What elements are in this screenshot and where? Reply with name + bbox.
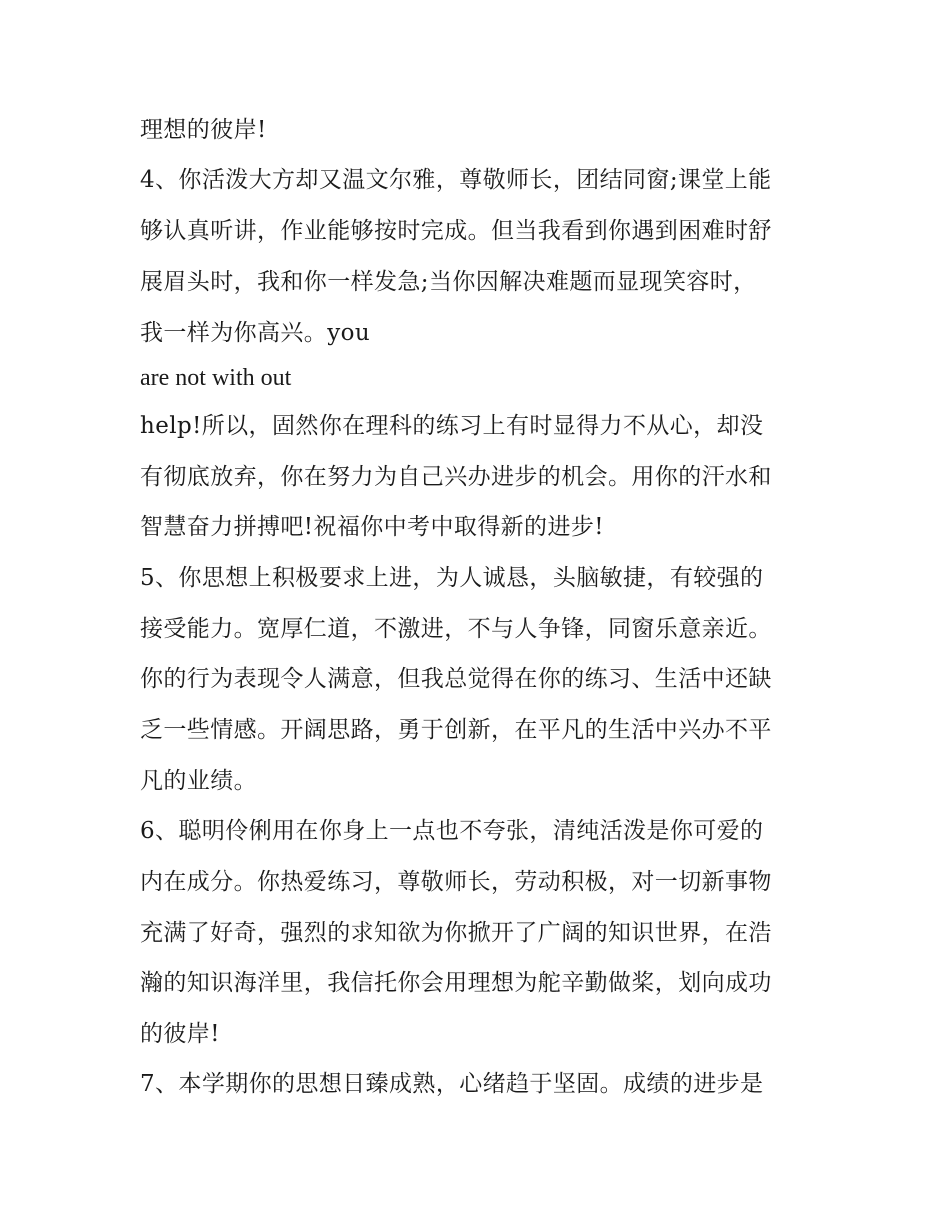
text-line: 够认真听讲，作业能够按时完成。但当我看到你遇到困难时舒: [140, 218, 772, 244]
text-line: 内在成分。你热爱练习，尊敬师长，劳动积极，对一切新事物: [140, 869, 772, 895]
text-line: 4、你活泼大方却又温文尔雅，尊敬师长，团结同窗;课堂上能: [140, 167, 772, 193]
text-line: are not with out: [140, 365, 292, 391]
text-line: 凡的业绩。: [140, 768, 257, 794]
text-line: 有彻底放弃，你在努力为自己兴办进步的机会。用你的汗水和: [140, 464, 772, 490]
text-line: 5、你思想上积极要求上进，为人诚恳，头脑敏捷，有较强的: [140, 565, 764, 591]
text-line: 智慧奋力拼搏吧!祝福你中考中取得新的进步!: [140, 514, 604, 540]
text-line: 你的行为表现令人满意，但我总觉得在你的练习、生活中还缺: [140, 666, 772, 692]
text-line: 乏一些情感。开阔思路，勇于创新，在平凡的生活中兴办不平: [140, 717, 772, 743]
text-line: 充满了好奇，强烈的求知欲为你掀开了广阔的知识世界，在浩: [140, 920, 772, 946]
text-line: 接受能力。宽厚仁道，不激进，不与人争锋，同窗乐意亲近。: [140, 616, 772, 642]
text-line: 我一样为你高兴。you: [140, 320, 371, 346]
text-line: 瀚的知识海洋里，我信托你会用理想为舵辛勤做桨，划向成功: [140, 970, 772, 996]
text-line: 的彼岸!: [140, 1021, 220, 1047]
text-line: 展眉头时，我和你一样发急;当你因解决难题而显现笑容时，: [140, 269, 757, 295]
text-line: help!所以，固然你在理科的练习上有时显得力不从心，却没: [140, 413, 764, 439]
text-line: 6、聪明伶俐用在你身上一点也不夸张，清纯活泼是你可爱的: [140, 818, 764, 844]
text-line: 理想的彼岸!: [140, 117, 267, 143]
text-line: 7、本学期你的思想日臻成熟，心绪趋于坚固。成绩的进步是: [140, 1071, 764, 1097]
